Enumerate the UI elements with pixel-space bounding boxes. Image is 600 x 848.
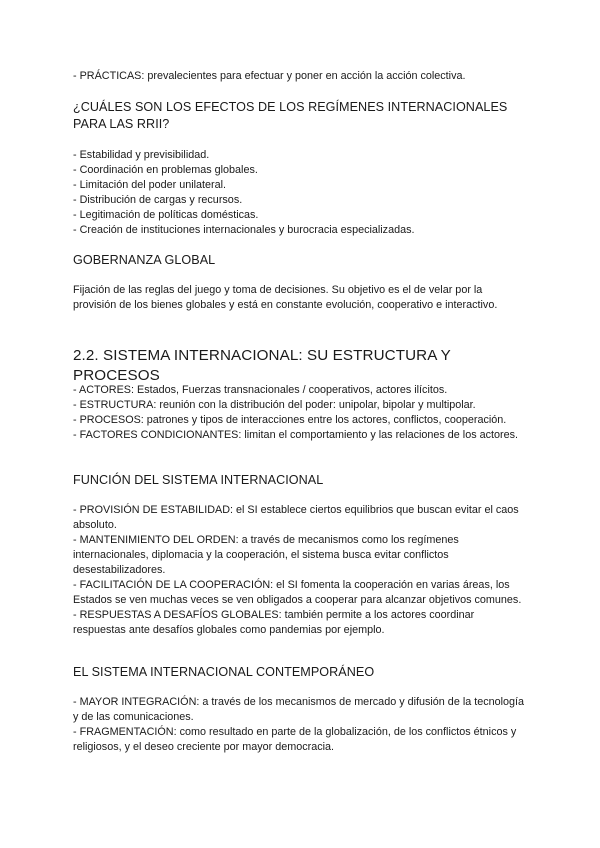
list-item: - FRAGMENTACIÓN: como resultado en parte de la globalización, de los conflictos étnicos y religiosos, y el deseo creciente por mayor democracia.	[73, 726, 517, 753]
list-item: - RESPUESTAS A DESAFÍOS GLOBALES: también permite a los actores coordinar respuestas ante desafíos globales como pandemias por ejemplo.	[73, 609, 475, 636]
list-item: - Limitación del poder unilateral.	[73, 179, 227, 191]
list-item: - Creación de instituciones internacionales y burocracia especializadas.	[73, 224, 415, 236]
list-item: - MAYOR INTEGRACIÓN: a través de los mecanismos de mercado y difusión de la tecnología y de las comunicaciones.	[73, 696, 525, 723]
contemporaneo-list	[73, 695, 528, 755]
list-item: - Legitimación de políticas domésticas.	[73, 209, 259, 221]
list-item: - PROCESOS: patrones y tipos de interacciones entre los actores, conflictos, cooperación.	[73, 414, 507, 426]
list-item: - Estabilidad y previsibilidad.	[73, 149, 210, 161]
list-item: - ACTORES: Estados, Fuerzas transnacionales / cooperativos, actores ilícitos.	[73, 384, 448, 396]
efectos-list	[73, 148, 533, 238]
gobernanza-heading: GOBERNANZA GLOBAL	[73, 253, 216, 267]
list-item: - ESTRUCTURA: reunión con la distribución del poder: unipolar, bipolar y multipolar.	[73, 399, 476, 411]
funcion-list	[73, 503, 528, 638]
efectos-heading: ¿CUÁLES SON LOS EFECTOS DE LOS REGÍMENES INTERNACIONALES PARA LAS RRII?	[73, 100, 508, 131]
list-item: - Distribución de cargas y recursos.	[73, 194, 243, 206]
sistema-list	[73, 383, 528, 443]
funcion-heading: FUNCIÓN DEL SISTEMA INTERNACIONAL	[73, 473, 324, 487]
list-item: - FACILITACIÓN DE LA COOPERACIÓN: el SI fomenta la cooperación en varias áreas, los Estados se ven muchas veces se ven obligados a cooperar para alcanzar objetivos comunes.	[73, 579, 522, 606]
list-item: - PROVISIÓN DE ESTABILIDAD: el SI establece ciertos equilibrios que buscan evitar el caos absoluto.	[73, 504, 519, 531]
list-item: - MANTENIMIENTO DEL ORDEN: a través de mecanismos como los regímenes internacionales, diplomacia y la cooperación, el sistema busca evitar conflictos desestabilizadores.	[73, 534, 459, 576]
gobernanza-text: Fijación de las reglas del juego y toma de decisiones. Su objetivo es el de velar por la provisión de los bienes globales y está en constante evolución, cooperativo e interactivo.	[73, 284, 498, 311]
list-item: - Coordinación en problemas globales.	[73, 164, 258, 176]
contemporaneo-heading: EL SISTEMA INTERNACIONAL CONTEMPORÁNEO	[73, 665, 375, 679]
list-item: - FACTORES CONDICIONANTES: limitan el comportamiento y las relaciones de los actores.	[73, 429, 519, 441]
sistema-heading: 2.2. SISTEMA INTERNACIONAL: SU ESTRUCTURA Y PROCESOS	[73, 347, 451, 384]
practicas-line: - PRÁCTICAS: prevalecientes para efectuar y poner en acción la acción colectiva.	[73, 70, 466, 82]
